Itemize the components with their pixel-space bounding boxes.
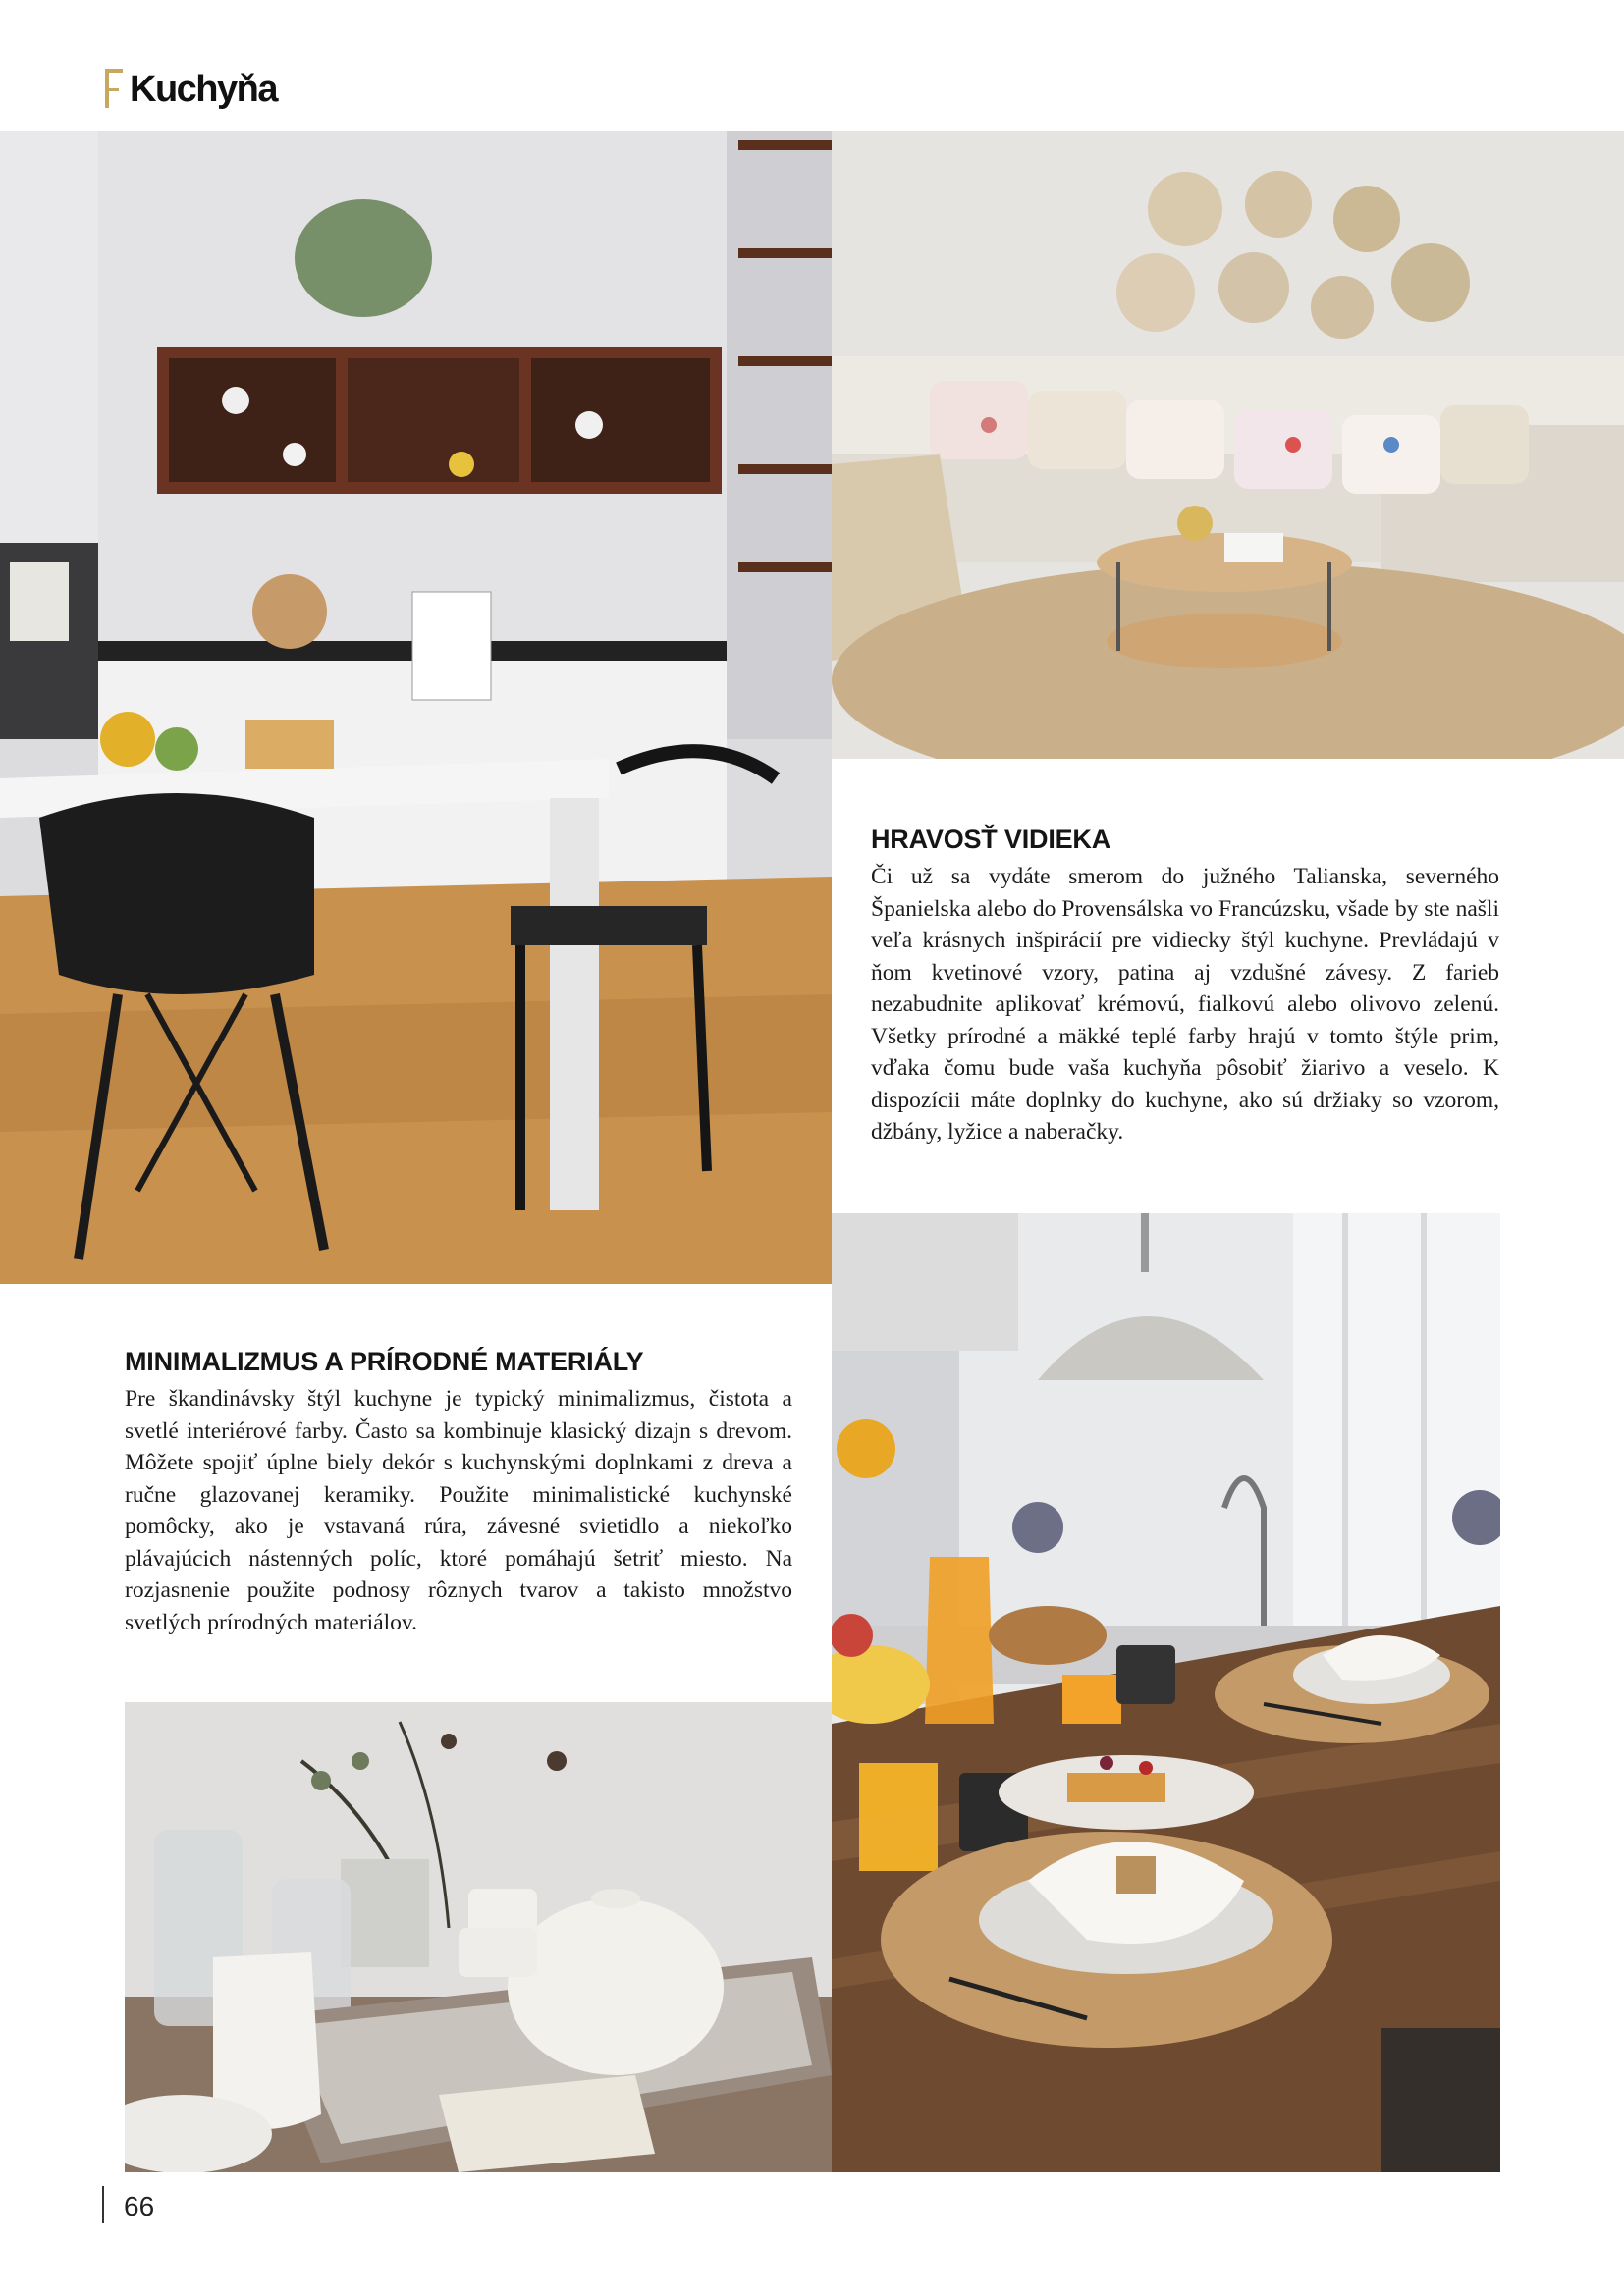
section-rural (871, 825, 1499, 1148)
photo-breakfast-table (832, 1213, 1500, 2172)
logo-mark-icon (102, 65, 128, 108)
section-heading: HRAVOSŤ VIDIEKA (871, 825, 1111, 854)
photo-kitchen-dining (0, 131, 832, 1284)
photo-living-room-sofa (832, 131, 1624, 759)
section-minimal (125, 1347, 792, 1638)
magazine-logo (102, 57, 277, 108)
logo-text: Kuchyňa (130, 69, 277, 110)
page-number: 66 (124, 2191, 155, 2221)
section-body: Pre škandinávsky štýl kuchyne je typický minimalizmus, čistota a svetlé interiérové farby. Často sa kombinuje klasický dizajn s drevom. Môžete spojiť úplne biely dekór s kuchynskými doplnkami z dreva a ručne glazovanej keramiky. Použite minimalistické kuchynské pomôcky, ako je vstavaná rúra, závesné svietidlo a niekoľko plávajúcich nástenných políc, ktoré pomáhajú šetriť miesto. Na rozjasnenie použite podnosy rôznych tvarov a takisto množstvo svetlých prírodných materiálov. (125, 1386, 792, 1635)
section-body: Či už sa vydáte smerom do južného Talianska, severného Španielska alebo do Provensálska vo Francúzsku, všade by ste našli veľa krásnych inšpirácií pre vidiecky štýl kuchyne. Prevládajú v ňom kvetinové vzory, patina aj vzdušné závesy. Z farieb nezabudnite aplikovať krémovú, fialkovú alebo olivovo zelenú. Všetky prírodné a mäkké teplé farby hrajú v tomto štýle prim, vďaka čomu bude vaša kuchyňa pôsobiť žiarivo a veselo. K dispozícii máte doplnky do kuchyne, ako sú držiaky so vzorom, džbány, lyžice a naberačky. (871, 864, 1499, 1145)
section-heading: MINIMALIZMUS A PRÍRODNÉ MATERIÁLY (125, 1347, 644, 1376)
page-number-rule (102, 2186, 104, 2223)
photo-ceramic-tableware (125, 1702, 832, 2172)
